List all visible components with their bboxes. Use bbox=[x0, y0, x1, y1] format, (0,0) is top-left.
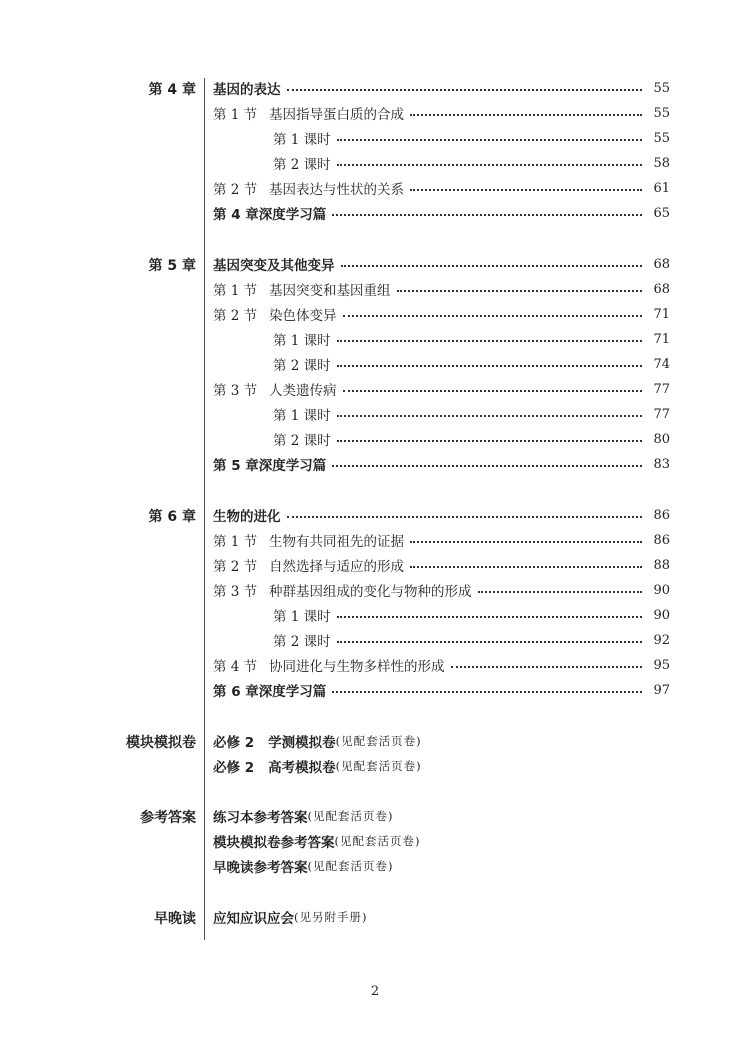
entry-page: 65 bbox=[653, 205, 670, 221]
toc-entry-module-2[interactable] bbox=[213, 755, 422, 777]
entry-page: 55 bbox=[653, 105, 670, 121]
section-number: 第 1 节 bbox=[213, 283, 258, 299]
toc-entry-ch6-deep-learning[interactable] bbox=[213, 679, 670, 701]
toc-entry-module-1[interactable] bbox=[213, 730, 422, 752]
toc-entry-answers-2[interactable] bbox=[213, 830, 420, 852]
entry-note: (见配套活页卷) bbox=[307, 809, 394, 823]
entry-title: 染色体变异 bbox=[269, 308, 337, 324]
leader-dots bbox=[478, 591, 643, 593]
entry-page: 58 bbox=[653, 155, 670, 171]
entry-page: 68 bbox=[653, 256, 670, 272]
vertical-divider bbox=[204, 78, 205, 940]
entry-page: 71 bbox=[653, 306, 670, 322]
toc-entry-ch5-sec2-lesson2[interactable] bbox=[273, 353, 670, 375]
toc-entry-ch6-sec3-lesson1[interactable] bbox=[273, 604, 670, 626]
leader-dots bbox=[343, 315, 643, 317]
entry-title: 基因突变及其他变异 bbox=[213, 258, 335, 274]
leader-dots bbox=[337, 616, 642, 618]
toc-entry-ch6-sec3[interactable] bbox=[213, 579, 670, 601]
toc-entry-ch5-sec3[interactable] bbox=[213, 378, 670, 400]
toc-entry-answers-1[interactable] bbox=[213, 805, 393, 827]
entry-page: 68 bbox=[653, 281, 670, 297]
entry-title: 自然选择与适应的形成 bbox=[269, 559, 404, 575]
entry-title: 生物有共同祖先的证据 bbox=[269, 534, 404, 550]
entry-page: 83 bbox=[653, 456, 670, 472]
entry-note: (见配套活页卷) bbox=[335, 734, 422, 748]
entry-title: 早晚读参考答案 bbox=[213, 860, 308, 876]
leader-dots bbox=[337, 139, 642, 141]
toc-entry-ch6-sec2[interactable] bbox=[213, 554, 670, 576]
toc-entry-ch6-sec3-lesson2[interactable] bbox=[273, 629, 670, 651]
entry-page: 86 bbox=[653, 532, 670, 548]
entry-title: 第 2 课时 bbox=[273, 157, 331, 173]
leader-dots bbox=[341, 265, 643, 267]
entry-title: 第 2 课时 bbox=[273, 433, 331, 449]
toc-entry-ch6-sec4[interactable] bbox=[213, 654, 670, 676]
toc-entry-ch5-deep-learning[interactable] bbox=[213, 453, 670, 475]
leader-dots bbox=[410, 189, 642, 191]
entry-title: 第 2 课时 bbox=[273, 358, 331, 374]
entry-page: 74 bbox=[653, 356, 670, 372]
toc-entry-chapter-4[interactable] bbox=[213, 77, 670, 99]
leader-dots bbox=[332, 214, 642, 216]
leader-dots bbox=[337, 340, 642, 342]
entry-title: 人类遗传病 bbox=[269, 383, 337, 399]
leader-dots bbox=[332, 691, 642, 693]
entry-page: 71 bbox=[653, 331, 670, 347]
entry-note: (见另附手册) bbox=[294, 910, 368, 924]
entry-title: 基因突变和基因重组 bbox=[269, 283, 391, 299]
toc-entry-ch4-sec1-lesson1[interactable] bbox=[273, 127, 670, 149]
entry-page: 55 bbox=[653, 80, 670, 96]
toc-entry-chapter-6[interactable] bbox=[213, 504, 670, 526]
entry-title: 第 5 章深度学习篇 bbox=[213, 458, 327, 474]
toc-entry-ch4-sec2[interactable] bbox=[213, 177, 670, 199]
section-number: 第 4 节 bbox=[213, 659, 258, 675]
entry-page: 95 bbox=[653, 657, 670, 673]
entry-title: 基因表达与性状的关系 bbox=[269, 182, 404, 198]
entry-title: 第 2 课时 bbox=[273, 634, 331, 650]
module-label: 模块模拟卷 bbox=[126, 735, 196, 751]
entry-page: 55 bbox=[653, 130, 670, 146]
toc-entry-ch5-sec2[interactable] bbox=[213, 303, 670, 325]
toc-entry-ch4-deep-learning[interactable] bbox=[213, 202, 670, 224]
leader-dots bbox=[287, 89, 643, 91]
entry-course: 必修 2 bbox=[213, 760, 255, 776]
leader-dots bbox=[287, 516, 643, 518]
entry-page: 86 bbox=[653, 507, 670, 523]
leader-dots bbox=[337, 415, 642, 417]
entry-title: 生物的进化 bbox=[213, 509, 281, 525]
entry-note: (见配套活页卷) bbox=[307, 859, 394, 873]
entry-page: 90 bbox=[653, 582, 670, 598]
entry-title: 第 6 章深度学习篇 bbox=[213, 684, 327, 700]
leader-dots bbox=[410, 566, 642, 568]
morning-reading-label: 早晚读 bbox=[154, 911, 196, 927]
toc-entry-ch4-sec1[interactable] bbox=[213, 102, 670, 124]
entry-title: 模块模拟卷参考答案 bbox=[213, 835, 335, 851]
entry-note: (见配套活页卷) bbox=[334, 834, 421, 848]
entry-title: 练习本参考答案 bbox=[213, 810, 308, 826]
entry-page: 77 bbox=[653, 406, 670, 422]
leader-dots bbox=[410, 114, 642, 116]
section-number: 第 2 节 bbox=[213, 182, 258, 198]
entry-title: 第 4 章深度学习篇 bbox=[213, 207, 327, 223]
leader-dots bbox=[337, 641, 642, 643]
entry-page: 97 bbox=[653, 682, 670, 698]
section-number: 第 1 节 bbox=[213, 534, 258, 550]
toc-entry-ch4-sec1-lesson2[interactable] bbox=[273, 152, 670, 174]
answers-label: 参考答案 bbox=[140, 810, 196, 826]
toc-entry-ch5-sec2-lesson1[interactable] bbox=[273, 328, 670, 350]
chapter-4-label: 第 4 章 bbox=[148, 82, 196, 98]
section-number: 第 3 节 bbox=[213, 584, 258, 600]
section-number: 第 3 节 bbox=[213, 383, 258, 399]
entry-title: 第 1 课时 bbox=[273, 609, 331, 625]
entry-note: (见配套活页卷) bbox=[335, 759, 422, 773]
entry-page: 80 bbox=[653, 431, 670, 447]
chapter-6-label: 第 6 章 bbox=[148, 509, 196, 525]
toc-entry-answers-3[interactable] bbox=[213, 855, 393, 877]
toc-entry-ch6-sec1[interactable] bbox=[213, 529, 670, 551]
entry-page: 92 bbox=[653, 632, 670, 648]
entry-title: 应知应识应会 bbox=[213, 911, 294, 927]
entry-title: 学测模拟卷 bbox=[268, 735, 336, 751]
entry-title: 种群基因组成的变化与物种的形成 bbox=[269, 584, 472, 600]
entry-title: 基因的表达 bbox=[213, 82, 281, 98]
leader-dots bbox=[397, 290, 643, 292]
entry-page: 61 bbox=[653, 180, 670, 196]
leader-dots bbox=[343, 390, 643, 392]
leader-dots bbox=[337, 365, 642, 367]
page-number: 2 bbox=[370, 984, 380, 999]
leader-dots bbox=[332, 465, 642, 467]
section-number: 第 2 节 bbox=[213, 559, 258, 575]
toc-entry-ch5-sec1[interactable] bbox=[213, 278, 670, 300]
entry-page: 90 bbox=[653, 607, 670, 623]
entry-title: 第 1 课时 bbox=[273, 333, 331, 349]
entry-title: 基因指导蛋白质的合成 bbox=[269, 107, 404, 123]
toc-entry-chapter-5[interactable] bbox=[213, 253, 670, 275]
section-number: 第 1 节 bbox=[213, 107, 258, 123]
entry-page: 88 bbox=[653, 557, 670, 573]
section-number: 第 2 节 bbox=[213, 308, 258, 324]
toc-entry-ch5-sec3-lesson1[interactable] bbox=[273, 403, 670, 425]
chapter-5-label: 第 5 章 bbox=[148, 258, 196, 274]
leader-dots bbox=[337, 164, 642, 166]
entry-title: 第 1 课时 bbox=[273, 132, 331, 148]
leader-dots bbox=[337, 440, 642, 442]
toc-entry-morning-1[interactable] bbox=[213, 906, 367, 928]
entry-title: 协同进化与生物多样性的形成 bbox=[269, 659, 445, 675]
leader-dots bbox=[451, 666, 643, 668]
leader-dots bbox=[410, 541, 642, 543]
entry-title: 高考模拟卷 bbox=[268, 760, 336, 776]
entry-title: 第 1 课时 bbox=[273, 408, 331, 424]
entry-page: 77 bbox=[653, 381, 670, 397]
toc-entry-ch5-sec3-lesson2[interactable] bbox=[273, 428, 670, 450]
entry-course: 必修 2 bbox=[213, 735, 255, 751]
